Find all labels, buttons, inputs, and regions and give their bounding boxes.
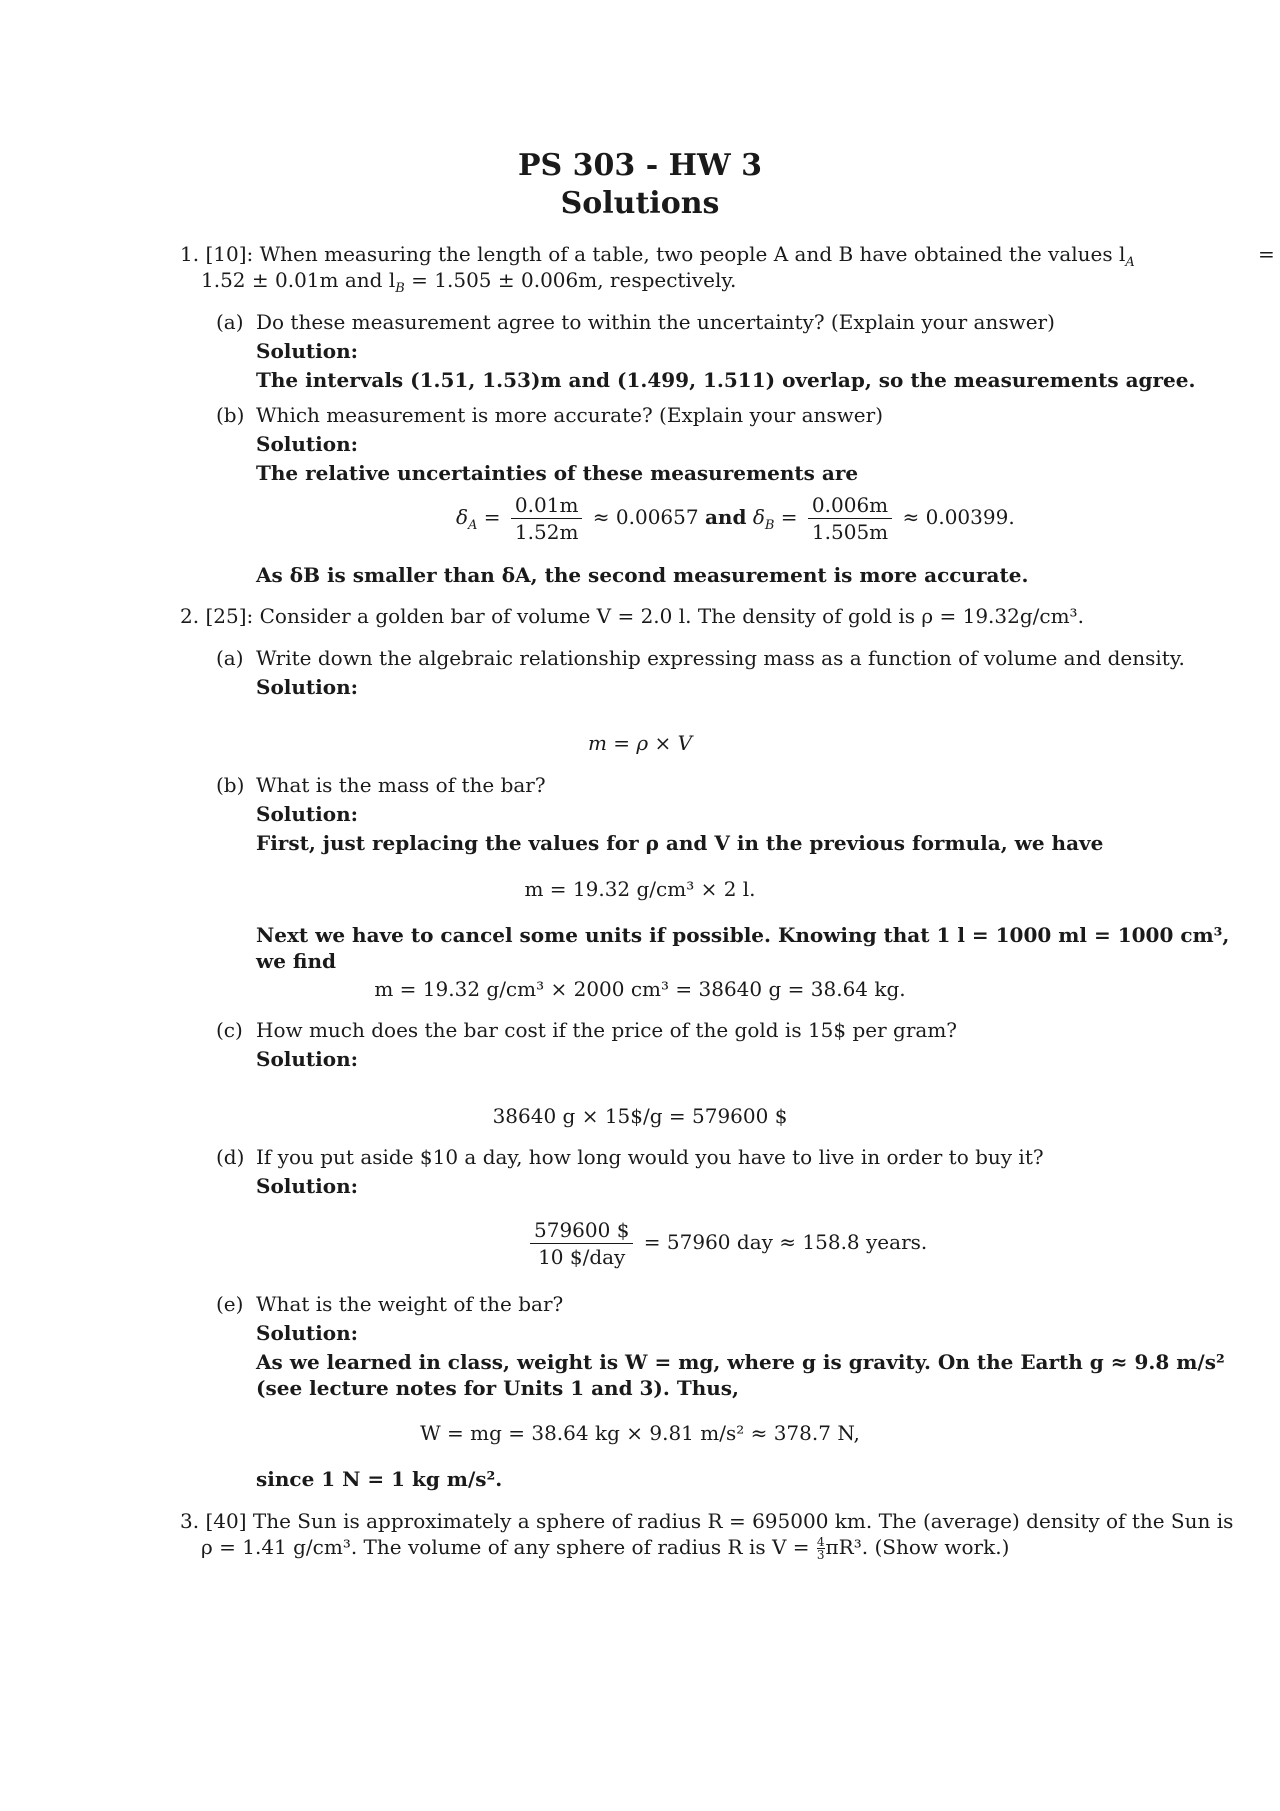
document-title: PS 303 - HW 3 bbox=[518, 148, 762, 183]
problem-2-stem-text: Consider a golden bar of volume V = 2.0 l. The density of gold is ρ = 19.32g/cm³. bbox=[259, 604, 1084, 628]
problem-2e-text-2: (see lecture notes for Units 1 and 3). Thus, bbox=[256, 1376, 740, 1400]
problem-1b-solution-label: Solution: bbox=[256, 432, 359, 456]
fraction-delta-b-denominator: 1.505m bbox=[811, 520, 889, 544]
four-thirds-numerator: 4 bbox=[816, 1535, 825, 1549]
problem-1b-question: Which measurement is more accurate? (Explain your answer) bbox=[256, 403, 884, 427]
document-subtitle: Solutions bbox=[560, 186, 720, 221]
problem-2b-label: (b) bbox=[216, 773, 245, 797]
problem-3-line-2 bbox=[201, 1534, 1009, 1561]
delta-b-symbol: δ bbox=[752, 505, 765, 529]
problem-2e-label: (e) bbox=[216, 1292, 244, 1316]
problem-2-stem bbox=[180, 603, 1084, 629]
problem-2c-question: How much does the bar cost if the price of the gold is 15$ per gram? bbox=[256, 1018, 958, 1042]
years-result: = 57960 day ≈ 158.8 years. bbox=[643, 1230, 928, 1254]
delta-b-subscript: B bbox=[764, 518, 775, 533]
problem-1-stem-eq: = bbox=[1258, 242, 1275, 266]
four-thirds-denominator: 3 bbox=[816, 1548, 825, 1562]
problem-2a-solution-label: Solution: bbox=[256, 675, 359, 699]
problem-2b-text-1: First, just replacing the values for ρ and V in the previous formula, we have bbox=[256, 831, 1104, 855]
problem-2b-text-2: Next we have to cancel some units if possible. Knowing that 1 l = 1000 ml = 1000 cm³, bbox=[256, 923, 1230, 947]
problem-2e-text-3: since 1 N = 1 kg m/s². bbox=[256, 1467, 503, 1491]
problem-2d-label: (d) bbox=[216, 1145, 245, 1169]
fraction-years bbox=[530, 1217, 633, 1270]
problem-2a-label: (a) bbox=[216, 646, 244, 670]
problem-2a-equation: m = ρ × V bbox=[587, 731, 693, 755]
problem-2-points: [25]: bbox=[205, 604, 254, 628]
problem-2e-equation: W = mg = 38.64 kg × 9.81 m/s² ≈ 378.7 N, bbox=[420, 1421, 860, 1445]
problem-1-stem-line-1: 1. [10]: When measuring the length of a table, two people A and B have obtained the values $l_A$ = bbox=[180, 242, 1275, 270]
problem-1-stem-values-b: = 1.505 ± 0.006m, respectively. bbox=[411, 268, 737, 292]
problem-1a-solution-label: Solution: bbox=[256, 339, 359, 363]
problem-2c-label: (c) bbox=[216, 1018, 243, 1042]
problem-1-stem-line-2: 1.52 ± 0.01m and $l_B = 1.505 \pm 0.006m$, respectively. bbox=[201, 268, 737, 296]
problem-2d-question: If you put aside $10 a day, how long would you have to live in order to buy it? bbox=[256, 1145, 1044, 1169]
fraction-years-denominator: 10 $/day bbox=[538, 1245, 626, 1269]
problem-2c-solution-label: Solution: bbox=[256, 1047, 359, 1071]
fraction-years-numerator: 579600 $ bbox=[530, 1217, 633, 1244]
problem-2d-solution-label: Solution: bbox=[256, 1174, 359, 1198]
problem-1-stem-text: When measuring the length of a table, two people A and B have obtained the values l bbox=[259, 242, 1126, 266]
problem-2e-question: What is the weight of the bar? bbox=[256, 1292, 564, 1316]
fraction-delta-a-denominator: 1.52m bbox=[514, 520, 579, 544]
problem-3-text-1: The Sun is approximately a sphere of radius R = 695000 km. The (average) density of the Sun is bbox=[252, 1509, 1234, 1533]
problem-3-line-1 bbox=[180, 1508, 1233, 1534]
problem-2e-text-1: As we learned in class, weight is W = mg, where g is gravity. On the Earth g ≈ 9.8 m/s² bbox=[256, 1350, 1225, 1374]
problem-2b-solution-label: Solution: bbox=[256, 802, 359, 826]
problem-2b-equation-2: m = 19.32 g/cm³ × 2000 cm³ = 38640 g = 38.64 kg. bbox=[374, 977, 906, 1001]
problem-1b-label: (b) bbox=[216, 403, 245, 427]
fraction-delta-a bbox=[511, 492, 583, 545]
problem-1a-answer: The intervals (1.51, 1.53)m and (1.499, 1.511) overlap, so the measurements agree. bbox=[256, 368, 1196, 392]
problem-1a-label: (a) bbox=[216, 310, 244, 334]
relative-uncertainty-equation: $\delta_A$ = $\frac{0.01m}{1.52m}$ ≈ 0.00657 and $\delta_B$ = $\frac{0.006m}{1.505m}$ ≈ 0.00399. bbox=[456, 493, 1015, 544]
problem-1a-question: Do these measurement agree to within the uncertainty? (Explain your answer) bbox=[256, 310, 1055, 334]
fraction-delta-a-numerator: 0.01m bbox=[511, 492, 583, 519]
problem-1-number: 1. bbox=[180, 242, 200, 266]
problem-3-text-2b: πR³. (Show work.) bbox=[825, 1535, 1010, 1559]
problem-2b-question: What is the mass of the bar? bbox=[256, 773, 546, 797]
delta-a-symbol: δ bbox=[456, 505, 469, 529]
problem-2-number: 2. bbox=[180, 604, 200, 628]
problem-2a-question: Write down the algebraic relationship expressing mass as a function of volume and density. bbox=[256, 646, 1185, 670]
problem-1-points: [10]: bbox=[205, 242, 254, 266]
problem-2b-text-3: we find bbox=[256, 949, 336, 973]
and-word: and bbox=[704, 505, 747, 529]
delta-b-approx: ≈ 0.00399. bbox=[902, 505, 1015, 529]
problem-2d-equation bbox=[526, 1217, 927, 1270]
fraction-delta-b bbox=[808, 492, 892, 545]
problem-1-stem-values: 1.52 ± 0.01m and l bbox=[201, 268, 396, 292]
fraction-delta-b-numerator: 0.006m bbox=[808, 492, 892, 519]
problem-3-points: [40] bbox=[205, 1509, 247, 1533]
problem-2c-equation: 38640 g × 15$/g = 579600 $ bbox=[492, 1104, 788, 1128]
four-thirds-fraction bbox=[817, 1536, 825, 1561]
problem-3-number: 3. bbox=[180, 1509, 200, 1533]
problem-2b-equation-1: m = 19.32 g/cm³ × 2 l. bbox=[524, 877, 756, 901]
problem-3-text-2a: ρ = 1.41 g/cm³. The volume of any sphere of radius R is V = bbox=[201, 1535, 810, 1559]
delta-a-approx: ≈ 0.00657 bbox=[592, 505, 699, 529]
problem-1b-conclusion: As δB is smaller than δA, the second measurement is more accurate. bbox=[256, 563, 1029, 587]
problem-1b-intro: The relative uncertainties of these measurements are bbox=[256, 461, 859, 485]
delta-a-subscript: A bbox=[468, 518, 478, 533]
problem-2e-solution-label: Solution: bbox=[256, 1321, 359, 1345]
